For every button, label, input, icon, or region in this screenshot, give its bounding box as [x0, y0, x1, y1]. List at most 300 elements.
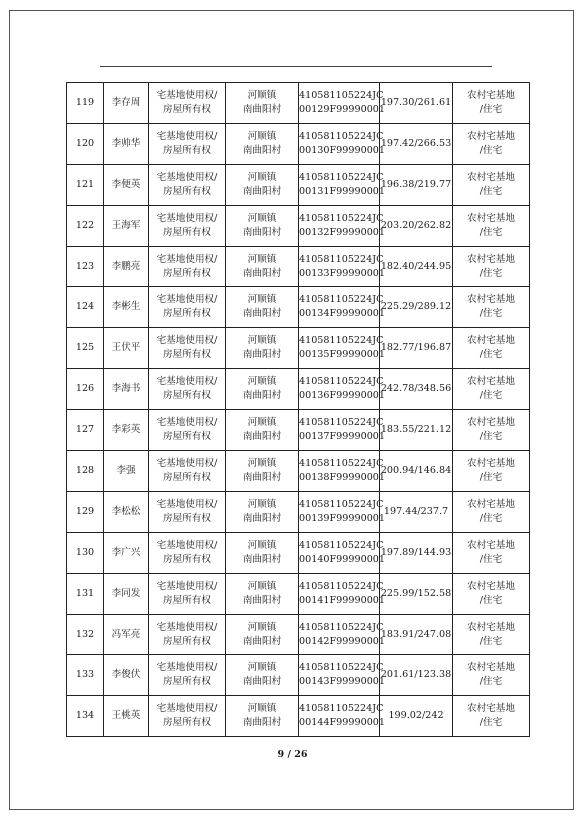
- certificate-code-text: 00141F99990001: [299, 594, 386, 606]
- owner-name-text: 李海书: [111, 383, 141, 395]
- right-type-text: 房屋所有权: [163, 185, 211, 197]
- right-type-text: 宅基地使用权/: [156, 457, 218, 469]
- land-use-text: 农村宅基地: [467, 703, 515, 715]
- area-text: 199.02/242: [388, 710, 444, 722]
- owner-name-cell: [104, 410, 149, 451]
- land-use-cell: [453, 123, 530, 164]
- location-text: 南曲阳村: [242, 226, 282, 238]
- location-text: 河顺镇: [247, 457, 277, 469]
- certificate-code-cell: [299, 573, 386, 614]
- certificate-code-text: 00134F99990001: [299, 308, 386, 320]
- table-row: [67, 410, 530, 451]
- right-type-text: 房屋所有权: [163, 471, 211, 483]
- land-use-cell: [453, 246, 530, 287]
- area-cell: [380, 451, 453, 492]
- certificate-code-text: 00136F99990001: [299, 390, 386, 402]
- area-cell: [380, 287, 453, 328]
- certificate-code-text: 410581105224JC: [299, 253, 384, 265]
- right-type-text: 宅基地使用权/: [156, 253, 218, 265]
- area-text: 225.29/289.12: [380, 301, 452, 313]
- location-cell: [226, 328, 299, 369]
- right-type-text: 房屋所有权: [163, 635, 211, 647]
- owner-name-cell: [104, 696, 149, 737]
- land-use-text: 农村宅基地: [467, 89, 515, 101]
- row-number-text: 121: [75, 178, 95, 190]
- certificate-code-text: 410581105224JC: [299, 130, 384, 142]
- right-type-cell: [149, 410, 226, 451]
- owner-name-text: 冯军亮: [111, 628, 141, 640]
- land-use-cell: [453, 164, 530, 205]
- location-text: 南曲阳村: [242, 103, 282, 115]
- right-type-text: 房屋所有权: [163, 390, 211, 402]
- table-row: [67, 491, 530, 532]
- right-type-cell: [149, 287, 226, 328]
- location-cell: [226, 287, 299, 328]
- certificate-code-text: 00142F99990001: [299, 635, 386, 647]
- owner-name-text: 李广兴: [111, 546, 141, 558]
- right-type-cell: [149, 491, 226, 532]
- owner-name-text: 李俊伏: [111, 669, 141, 681]
- area-text: 200.94/146.84: [380, 464, 452, 476]
- area-text: 182.40/244.95: [380, 260, 452, 272]
- land-use-text: /住宅: [479, 226, 503, 238]
- area-text: 225.99/152.58: [380, 587, 452, 599]
- certificate-code-cell: [299, 123, 386, 164]
- land-use-text: 农村宅基地: [467, 376, 515, 388]
- location-text: 南曲阳村: [242, 349, 282, 361]
- certificate-code-text: 00129F99990001: [299, 103, 386, 115]
- location-text: 河顺镇: [247, 89, 277, 101]
- owner-name-text: 李帅华: [111, 137, 141, 149]
- land-use-cell: [453, 369, 530, 410]
- location-text: 河顺镇: [247, 621, 277, 633]
- location-text: 南曲阳村: [242, 185, 282, 197]
- right-type-text: 宅基地使用权/: [156, 703, 218, 715]
- table-row: [67, 369, 530, 410]
- certificate-code-text: 410581105224JC: [299, 294, 384, 306]
- owner-name-text: 李强: [116, 464, 136, 476]
- certificate-code-cell: [299, 696, 386, 737]
- row-number-cell: [67, 287, 104, 328]
- land-use-text: /住宅: [479, 267, 503, 279]
- right-type-cell: [149, 614, 226, 655]
- land-use-cell: [453, 451, 530, 492]
- location-text: 南曲阳村: [242, 308, 282, 320]
- certificate-code-text: 00131F99990001: [299, 185, 386, 197]
- owner-name-cell: [104, 614, 149, 655]
- location-text: 河顺镇: [247, 662, 277, 674]
- location-text: 河顺镇: [247, 212, 277, 224]
- row-number-text: 132: [75, 628, 95, 640]
- land-use-text: /住宅: [479, 717, 503, 729]
- land-use-text: /住宅: [479, 471, 503, 483]
- right-type-text: 宅基地使用权/: [156, 89, 218, 101]
- area-cell: [380, 491, 453, 532]
- right-type-cell: [149, 246, 226, 287]
- area-text: 183.91/247.08: [380, 628, 452, 640]
- owner-name-cell: [104, 328, 149, 369]
- owner-name-cell: [104, 532, 149, 573]
- certificate-code-text: 410581105224JC: [299, 457, 384, 469]
- location-cell: [226, 451, 299, 492]
- right-type-text: 房屋所有权: [163, 226, 211, 238]
- certificate-code-cell: [299, 451, 386, 492]
- table-row: [67, 287, 530, 328]
- location-text: 河顺镇: [247, 171, 277, 183]
- land-use-cell: [453, 573, 530, 614]
- land-use-text: /住宅: [479, 635, 503, 647]
- location-text: 河顺镇: [247, 294, 277, 306]
- land-use-cell: [453, 287, 530, 328]
- row-number-cell: [67, 369, 104, 410]
- location-text: 南曲阳村: [242, 635, 282, 647]
- location-text: 河顺镇: [247, 130, 277, 142]
- certificate-code-text: 00138F99990001: [299, 471, 386, 483]
- header-rule: [100, 66, 492, 67]
- location-text: 河顺镇: [247, 417, 277, 429]
- certificate-code-cell: [299, 369, 386, 410]
- right-type-text: 宅基地使用权/: [156, 580, 218, 592]
- owner-name-cell: [104, 655, 149, 696]
- row-number-cell: [67, 328, 104, 369]
- certificate-code-cell: [299, 328, 386, 369]
- location-text: 南曲阳村: [242, 512, 282, 524]
- owner-name-cell: [104, 451, 149, 492]
- area-cell: [380, 246, 453, 287]
- right-type-text: 宅基地使用权/: [156, 171, 218, 183]
- area-cell: [380, 573, 453, 614]
- land-use-text: 农村宅基地: [467, 335, 515, 347]
- owner-name-cell: [104, 123, 149, 164]
- row-number-cell: [67, 123, 104, 164]
- land-use-text: 农村宅基地: [467, 130, 515, 142]
- right-type-text: 房屋所有权: [163, 267, 211, 279]
- right-type-text: 宅基地使用权/: [156, 130, 218, 142]
- location-cell: [226, 532, 299, 573]
- location-text: 南曲阳村: [242, 390, 282, 402]
- certificate-code-text: 410581105224JC: [299, 662, 384, 674]
- land-use-text: 农村宅基地: [467, 253, 515, 265]
- location-text: 河顺镇: [247, 376, 277, 388]
- area-text: 196.38/219.77: [380, 178, 452, 190]
- row-number-text: 127: [75, 424, 95, 436]
- certificate-code-text: 410581105224JC: [299, 417, 384, 429]
- table-row: [67, 573, 530, 614]
- location-cell: [226, 655, 299, 696]
- land-use-text: /住宅: [479, 144, 503, 156]
- right-type-cell: [149, 205, 226, 246]
- table-row: [67, 614, 530, 655]
- table-row: [67, 328, 530, 369]
- location-cell: [226, 369, 299, 410]
- row-number-text: 125: [75, 342, 95, 354]
- right-type-text: 宅基地使用权/: [156, 662, 218, 674]
- owner-name-text: 李鹏亮: [111, 260, 141, 272]
- area-text: 197.89/144.93: [380, 546, 452, 558]
- area-cell: [380, 164, 453, 205]
- land-use-cell: [453, 614, 530, 655]
- row-number-text: 123: [75, 260, 95, 272]
- table-row: [67, 205, 530, 246]
- certificate-code-cell: [299, 164, 386, 205]
- land-use-text: 农村宅基地: [467, 580, 515, 592]
- certificate-code-text: 410581105224JC: [299, 212, 384, 224]
- owner-name-cell: [104, 164, 149, 205]
- row-number-text: 134: [75, 710, 95, 722]
- records-table: [66, 82, 530, 737]
- right-type-text: 宅基地使用权/: [156, 294, 218, 306]
- right-type-text: 宅基地使用权/: [156, 335, 218, 347]
- certificate-code-text: 00130F99990001: [299, 144, 386, 156]
- land-use-text: /住宅: [479, 594, 503, 606]
- location-text: 南曲阳村: [242, 676, 282, 688]
- certificate-code-text: 00135F99990001: [299, 349, 386, 361]
- land-use-text: 农村宅基地: [467, 171, 515, 183]
- owner-name-text: 李便英: [111, 178, 141, 190]
- right-type-cell: [149, 532, 226, 573]
- location-cell: [226, 83, 299, 124]
- row-number-text: 124: [75, 301, 95, 313]
- land-use-text: /住宅: [479, 185, 503, 197]
- certificate-code-text: 410581105224JC: [299, 335, 384, 347]
- land-use-text: 农村宅基地: [467, 498, 515, 510]
- row-number-cell: [67, 164, 104, 205]
- row-number-cell: [67, 573, 104, 614]
- land-use-text: 农村宅基地: [467, 457, 515, 469]
- right-type-text: 房屋所有权: [163, 594, 211, 606]
- land-use-text: /住宅: [479, 431, 503, 443]
- location-text: 南曲阳村: [242, 267, 282, 279]
- right-type-cell: [149, 123, 226, 164]
- land-use-text: 农村宅基地: [467, 662, 515, 674]
- land-use-cell: [453, 83, 530, 124]
- certificate-code-text: 410581105224JC: [299, 703, 384, 715]
- location-text: 河顺镇: [247, 703, 277, 715]
- certificate-code-cell: [299, 532, 386, 573]
- right-type-cell: [149, 573, 226, 614]
- area-text: 182.77/196.87: [380, 342, 452, 354]
- certificate-code-cell: [299, 246, 386, 287]
- right-type-text: 宅基地使用权/: [156, 376, 218, 388]
- area-text: 242.78/348.56: [380, 383, 452, 395]
- location-text: 南曲阳村: [242, 144, 282, 156]
- right-type-text: 房屋所有权: [163, 717, 211, 729]
- location-cell: [226, 246, 299, 287]
- records-table-body: [67, 83, 530, 737]
- location-text: 南曲阳村: [242, 553, 282, 565]
- location-cell: [226, 123, 299, 164]
- certificate-code-text: 00143F99990001: [299, 676, 386, 688]
- right-type-text: 房屋所有权: [163, 553, 211, 565]
- right-type-cell: [149, 451, 226, 492]
- owner-name-cell: [104, 369, 149, 410]
- right-type-text: 房屋所有权: [163, 144, 211, 156]
- certificate-code-text: 00139F99990001: [299, 512, 386, 524]
- table-row: [67, 246, 530, 287]
- certificate-code-text: 410581105224JC: [299, 171, 384, 183]
- certificate-code-cell: [299, 614, 386, 655]
- land-use-text: /住宅: [479, 512, 503, 524]
- right-type-text: 房屋所有权: [163, 103, 211, 115]
- certificate-code-cell: [299, 287, 386, 328]
- land-use-text: /住宅: [479, 349, 503, 361]
- right-type-text: 房屋所有权: [163, 431, 211, 443]
- certificate-code-text: 410581105224JC: [299, 621, 384, 633]
- area-text: 183.55/221.12: [380, 424, 452, 436]
- area-cell: [380, 369, 453, 410]
- land-use-text: /住宅: [479, 676, 503, 688]
- owner-name-cell: [104, 83, 149, 124]
- certificate-code-text: 410581105224JC: [299, 498, 384, 510]
- area-text: 203.20/262.82: [380, 219, 452, 231]
- table-row: [67, 83, 530, 124]
- right-type-text: 宅基地使用权/: [156, 621, 218, 633]
- land-use-cell: [453, 205, 530, 246]
- area-cell: [380, 614, 453, 655]
- area-cell: [380, 532, 453, 573]
- area-cell: [380, 410, 453, 451]
- row-number-cell: [67, 532, 104, 573]
- certificate-code-cell: [299, 655, 386, 696]
- certificate-code-text: 410581105224JC: [299, 580, 384, 592]
- owner-name-text: 李存周: [111, 96, 141, 108]
- land-use-text: /住宅: [479, 553, 503, 565]
- row-number-cell: [67, 491, 104, 532]
- land-use-text: 农村宅基地: [467, 621, 515, 633]
- right-type-cell: [149, 369, 226, 410]
- table-row: [67, 123, 530, 164]
- certificate-code-text: 00133F99990001: [299, 267, 386, 279]
- certificate-code-cell: [299, 205, 386, 246]
- certificate-code-text: 410581105224JC: [299, 89, 384, 101]
- location-text: 河顺镇: [247, 335, 277, 347]
- table-row: [67, 164, 530, 205]
- location-text: 南曲阳村: [242, 471, 282, 483]
- location-cell: [226, 696, 299, 737]
- owner-name-text: 王桃英: [111, 710, 141, 722]
- row-number-text: 133: [75, 669, 95, 681]
- right-type-text: 房屋所有权: [163, 349, 211, 361]
- certificate-code-cell: [299, 491, 386, 532]
- certificate-code-text: 00137F99990001: [299, 431, 386, 443]
- row-number-cell: [67, 410, 104, 451]
- location-cell: [226, 410, 299, 451]
- table-row: [67, 655, 530, 696]
- land-use-cell: [453, 655, 530, 696]
- row-number-cell: [67, 614, 104, 655]
- table-row: [67, 696, 530, 737]
- land-use-cell: [453, 328, 530, 369]
- certificate-code-cell: [299, 83, 386, 124]
- table-row: [67, 451, 530, 492]
- area-cell: [380, 123, 453, 164]
- owner-name-text: 王伏平: [111, 342, 141, 354]
- row-number-text: 122: [75, 219, 95, 231]
- row-number-text: 120: [75, 137, 95, 149]
- location-text: 河顺镇: [247, 580, 277, 592]
- location-cell: [226, 573, 299, 614]
- location-text: 河顺镇: [247, 539, 277, 551]
- location-text: 南曲阳村: [242, 431, 282, 443]
- area-text: 197.42/266.53: [380, 137, 452, 149]
- land-use-text: /住宅: [479, 103, 503, 115]
- land-use-text: /住宅: [479, 390, 503, 402]
- right-type-text: 宅基地使用权/: [156, 498, 218, 510]
- row-number-text: 129: [75, 505, 95, 517]
- owner-name-cell: [104, 491, 149, 532]
- owner-name-text: 李同发: [111, 587, 141, 599]
- row-number-cell: [67, 205, 104, 246]
- land-use-cell: [453, 410, 530, 451]
- owner-name-text: 王海军: [111, 219, 141, 231]
- owner-name-text: 李彬生: [111, 301, 141, 313]
- row-number-cell: [67, 451, 104, 492]
- row-number-text: 131: [75, 587, 95, 599]
- area-text: 197.44/237.7: [383, 505, 449, 517]
- certificate-code-text: 00132F99990001: [299, 226, 386, 238]
- row-number-text: 119: [75, 96, 95, 108]
- land-use-text: 农村宅基地: [467, 417, 515, 429]
- location-text: 河顺镇: [247, 253, 277, 265]
- right-type-cell: [149, 164, 226, 205]
- owner-name-cell: [104, 246, 149, 287]
- certificate-code-text: 00144F99990001: [299, 717, 386, 729]
- row-number-text: 128: [75, 464, 95, 476]
- right-type-cell: [149, 696, 226, 737]
- location-cell: [226, 205, 299, 246]
- right-type-text: 宅基地使用权/: [156, 417, 218, 429]
- row-number-cell: [67, 246, 104, 287]
- right-type-cell: [149, 655, 226, 696]
- certificate-code-text: 410581105224JC: [299, 376, 384, 388]
- right-type-text: 房屋所有权: [163, 308, 211, 320]
- location-text: 河顺镇: [247, 498, 277, 510]
- area-cell: [380, 696, 453, 737]
- land-use-cell: [453, 491, 530, 532]
- owner-name-cell: [104, 573, 149, 614]
- right-type-text: 房屋所有权: [163, 676, 211, 688]
- row-number-cell: [67, 83, 104, 124]
- right-type-text: 房屋所有权: [163, 512, 211, 524]
- area-cell: [380, 83, 453, 124]
- owner-name-text: 李松松: [111, 505, 141, 517]
- land-use-cell: [453, 696, 530, 737]
- land-use-text: 农村宅基地: [467, 294, 515, 306]
- row-number-text: 130: [75, 546, 95, 558]
- certificate-code-text: 410581105224JC: [299, 539, 384, 551]
- area-text: 201.61/123.38: [380, 669, 452, 681]
- land-use-text: 农村宅基地: [467, 539, 515, 551]
- land-use-text: 农村宅基地: [467, 212, 515, 224]
- right-type-text: 宅基地使用权/: [156, 539, 218, 551]
- location-cell: [226, 164, 299, 205]
- land-use-cell: [453, 532, 530, 573]
- row-number-text: 126: [75, 383, 95, 395]
- location-cell: [226, 614, 299, 655]
- owner-name-text: 李彩英: [111, 424, 141, 436]
- area-text: 197.30/261.61: [380, 96, 452, 108]
- certificate-code-text: 00140F99990001: [299, 553, 386, 565]
- location-cell: [226, 491, 299, 532]
- row-number-cell: [67, 696, 104, 737]
- table-row: [67, 532, 530, 573]
- row-number-cell: [67, 655, 104, 696]
- owner-name-cell: [104, 287, 149, 328]
- right-type-text: 宅基地使用权/: [156, 212, 218, 224]
- certificate-code-cell: [299, 410, 386, 451]
- page-number: 9 / 26: [277, 749, 308, 760]
- area-cell: [380, 328, 453, 369]
